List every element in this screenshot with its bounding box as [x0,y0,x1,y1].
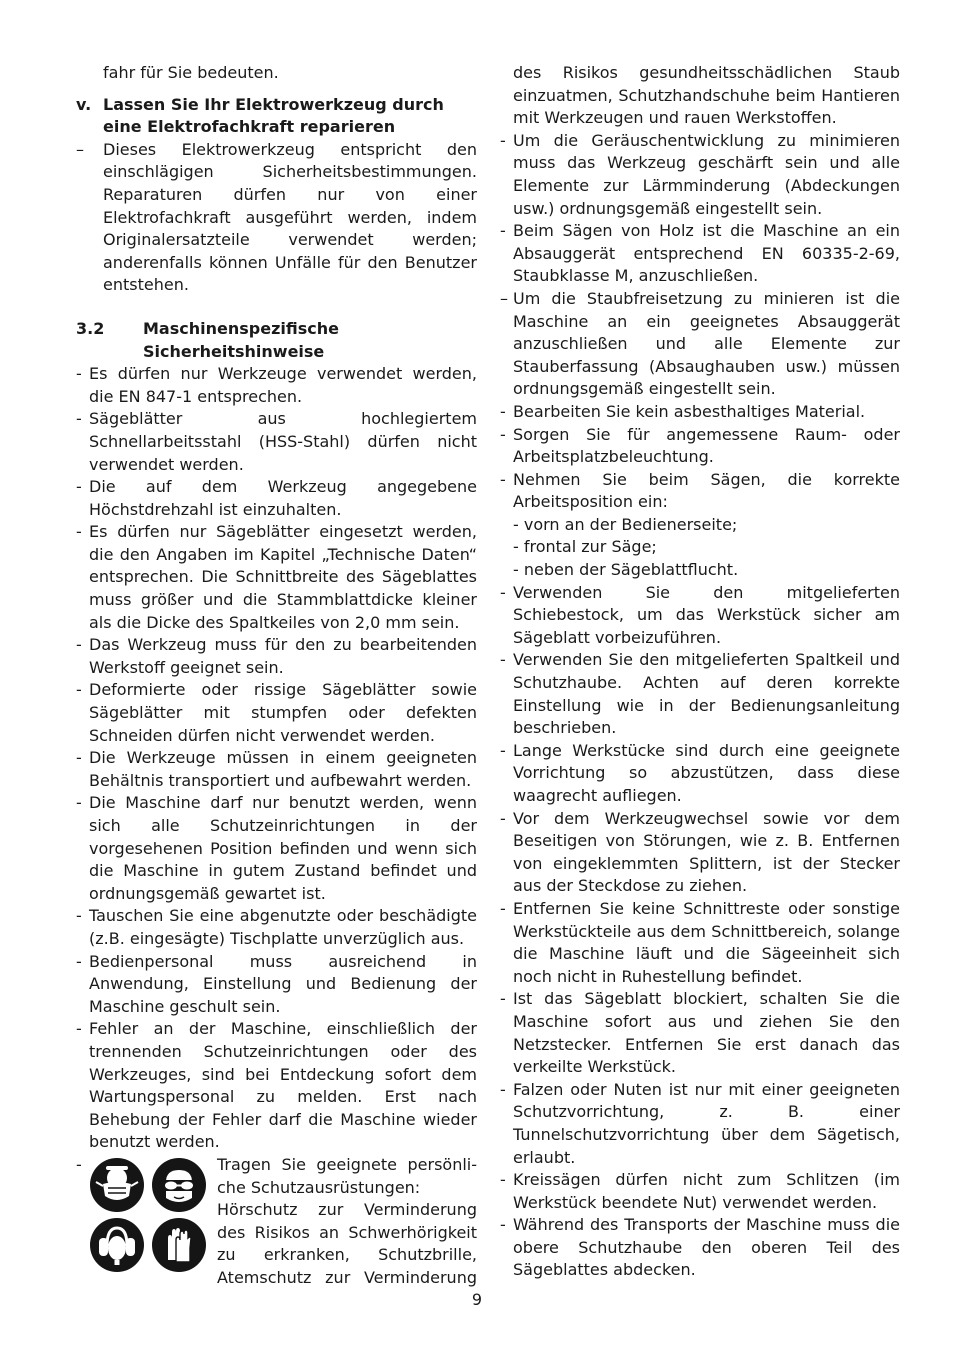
list-item [76,139,477,297]
list-item-text: Es dürfen nur Werkzeuge verwendet werden, die EN 847-1 entsprechen. [89,364,477,406]
list-item: - Vor dem Werkzeugwechsel sowie vor dem Beseitigen von Störungen, wie z. B. Entfernen von eingeklemmten Splittern, ist der Stecker aus der Steckdose zu ziehen. [500,808,900,896]
list-item-text: Lange Werkstücke sind durch eine geeignete Vorrichtung so abzustützen, dass diese waagrecht aufliegen. [513,740,900,805]
list-item: - Es dürfen nur Werkzeuge verwendet werden, die EN 847-1 entsprechen. [76,364,477,406]
list-item-text: Die Werkzeuge müssen in einem geeigneten Behältnis transportiert und aufbewahrt werden. [89,748,477,790]
left-column [76,62,477,1290]
ppe-line: Hörschutz zur Verminderung [217,1200,477,1220]
list-item: - Ist das Sägeblatt blockiert, schalten Sie die Maschine sofort aus und ziehen Sie den Netzstecker. Entfernen Sie erst danach das verkeilte Werkstück. [500,989,900,1077]
ppe-line: che Schutzausrüstungen: [217,1177,421,1197]
subheading-marker: v. [76,94,92,114]
list-item-text: Um die Staubfreisetzung zu minieren ist die Maschine an ein geeignetes Absauggerät anzuschließen und alle Elemente zur Stauberfassung (Absaughauben usw.) müssen ordnungsgemäß eingestellt sein. [513,288,900,399]
ppe-icon-grid [90,1158,208,1272]
list-dash: – [76,139,84,159]
list-item-text: Fehler an der Maschine, einschließlich der trennenden Schutzeinrichtungen oder des Werkzeuges, sind bei Entdeckung sofort dem Wartungspersonal zu melden. Erst nach Behebung der Fehler darf die Maschine wieder benutzt werden. [89,1019,477,1152]
list-item: - Entfernen Sie keine Schnittreste oder sonstige Werkstückteile aus dem Schnittbereich, solange die Maschine läuft und die Sägeeinheit sich noch nicht in Ruhestellung befindet. [500,898,900,986]
section-number: 3.2 [76,318,105,338]
list-item-text: Beim Sägen von Holz ist die Maschine an ein Absauggerät entsprechend EN 60335-2-69, Staubklasse M, anzuschließen. [513,221,900,286]
list-item-text: Verwenden Sie den mitgelieferten Schiebestock, um das Werkstück sicher am Sägeblatt vorbeizuführen. [513,582,900,647]
list-item-text: Um die Geräuschentwicklung zu minimieren muss das Werkzeug geschärft sein und alle Elemente zur Lärmminderung (Abdeckungen usw.) ordnungsgemäß eingestellt sein. [513,130,900,218]
list-item-text: Vor dem Werkzeugwechsel sowie vor dem Beseitigen von Störungen, wie z. B. Entfernen von eingeklemmten Splittern, ist der Stecker aus der Steckdose zu ziehen. [513,808,900,896]
list-item-text: Die auf dem Werkzeug angegebene Höchstdrehzahl ist einzuhalten. [89,477,477,519]
list-item-text: Bedienpersonal muss ausreichend in Anwendung, Einstellung und Bedienung der Maschine geschult sein. [89,951,477,1016]
list-item: – Um die Staubfreisetzung zu minieren ist die Maschine an ein geeignetes Absauggerät anzuschließen und alle Elemente zur Stauberfassung (Absaughauben usw.) müssen ordnungsgemäß eingestellt sein. [500,288,900,399]
list-item-text: Entfernen Sie keine Schnittreste oder sonstige Werkstückteile aus dem Schnittbereich, solange die Maschine läuft und die Sägeeinheit sich noch nicht in Ruhestellung befindet. [513,898,900,986]
ppe-continuation: des Risikos gesundheitsschädlichen Staub einzuatmen, Schutzhandschuhe beim Hantieren mit Werkzeugen und rauen Werkstoffen. [513,63,900,128]
list-item-text: Es dürfen nur Sägeblätter eingesetzt werden, die den Angaben im Kapitel „Technische Daten“ entsprechen. Die Schnittbreite des Sägeblattes muss größer und die Stammblattdicke kleiner als die Dicke des Spaltkeiles von 2,0 mm sein. [89,522,477,632]
list-item: - Es dürfen nur Sägeblätter eingesetzt werden, die den Angaben im Kapitel „Technische Daten“ entsprechen. Die Schnittbreite des Sägeblattes muss größer und die Stammblattdicke kleiner als die Dicke des Spaltkeiles von 2,0 mm sein. [76,522,477,632]
safety-goggles-icon [152,1158,206,1212]
respirator-mask-icon [90,1158,144,1212]
list-item: - Nehmen Sie beim Sägen, die korrekte Arbeitsposition ein: [500,469,900,512]
ppe-line: des Risikos an Schwerhörigkeit [217,1222,477,1242]
protective-gloves-icon [152,1218,206,1272]
page-number: 9 [471,1290,483,1309]
right-column [500,62,900,1282]
list-item: - Das Werkzeug muss für den zu bearbeitenden Werkstoff geeignet sein. [76,635,477,677]
list-item: - Die auf dem Werkzeug angegebene Höchstdrehzahl ist einzuhalten. [76,477,477,519]
section-heading [76,318,477,363]
list-item: - Verwenden Sie den mitgelieferten Schiebestock, um das Werkstück sicher am Sägeblatt vorbeizuführen. [500,582,900,647]
list-item-text: Die Maschine darf nur benutzt werden, wenn sich alle Schutzeinrichtungen in der vorgesehenen Position befinden und wenn sich die Maschine in gutem Zustand befindet und ordnungsgemäß gewartet ist. [89,793,477,903]
list-item-text: Ist das Sägeblatt blockiert, schalten Sie die Maschine sofort aus und ziehen Sie den Netzstecker. Entfernen Sie erst danach das verkeilte Werkstück. [513,989,900,1077]
list-item: - Verwenden Sie den mitgelieferten Spaltkeil und Schutzhaube. Achten auf deren korrekte Einstellung wie in der Bedienungsanleitung beschrieben. [500,650,900,738]
subheading-v [76,94,477,139]
list-item: - Bearbeiten Sie kein asbesthaltiges Material. [500,401,866,421]
list-item: - Die Maschine darf nur benutzt werden, wenn sich alle Schutzeinrichtungen in der vorgesehenen Position befinden und wenn sich die Maschine in gutem Zustand befindet und ordnungsgemäß gewartet ist. [76,793,477,903]
section-title: Maschinenspezifische Sicherheitshinweise [143,318,339,361]
list-item-text: Kreissägen dürfen nicht zum Schlitzen (im Werkstück beendete Nut) verwendet werden. [513,1170,900,1212]
ppe-line: zu erkranken, Schutzbrille, [217,1245,477,1265]
list-item: - Sorgen Sie für angemessene Raum- oder Arbeitsplatzbeleuchtung. [500,424,900,467]
list-item-text: Sägeblätter aus hochlegiertem Schnellarbeitsstahl (HSS-Stahl) dürfen nicht verwendet werden. [89,409,477,474]
list-item-text: Nehmen Sie beim Sägen, die korrekte Arbeitsposition ein: [513,469,900,512]
list-item: - Deformierte oder rissige Sägeblätter sowie Sägeblätter mit stumpfen oder defekten Schneiden dürfen nicht verwendet werden. [76,680,477,745]
list-item-text: Während des Transports der Maschine muss die obere Schutzhaube den oberen Teil des Sägeblattes abdecken. [513,1215,900,1280]
list-item-text: Tauschen Sie eine abgenutzte oder beschädigte (z.B. eingesägte) Tischplatte unverzüglich aus. [89,906,477,948]
list-item: - Lange Werkstücke sind durch eine geeignete Vorrichtung so abzustützen, dass diese waagrecht aufliegen. [500,740,900,805]
list-item: - Beim Sägen von Holz ist die Maschine an ein Absauggerät entsprechend EN 60335-2-69, Staubklasse M, anzuschließen. [500,221,900,286]
list-item-text: Sorgen Sie für angemessene Raum- oder Arbeitsplatzbeleuchtung. [513,424,900,467]
list-item: - Kreissägen dürfen nicht zum Schlitzen (im Werkstück beendete Nut) verwendet werden. [500,1170,900,1212]
ppe-line: Tragen Sie geeignete persönli- [217,1154,477,1174]
intro-continuation: fahr für Sie bedeuten. [103,63,279,82]
list-item: - Bedienpersonal muss ausreichend in Anwendung, Einstellung und Bedienung der Maschine geschult sein. [76,951,477,1016]
ppe-text [217,1154,477,1290]
list-item: - Sägeblätter aus hochlegiertem Schnellarbeitsstahl (HSS-Stahl) dürfen nicht verwendet werden. [76,409,477,474]
sub-item: - neben der Sägeblattflucht. [513,560,739,580]
list-item: - Die Werkzeuge müssen in einem geeigneten Behältnis transportiert und aufbewahrt werden. [76,748,477,790]
list-item-text: Verwenden Sie den mitgelieferten Spaltkeil und Schutzhaube. Achten auf deren korrekte Einstellung wie in der Bedienungsanleitung beschrieben. [513,650,900,738]
ear-protection-icon [90,1218,144,1272]
ppe-line: Atemschutz zur Verminderung [217,1267,477,1287]
sub-item: - frontal zur Säge; [513,537,657,557]
list-item: - Um die Geräuschentwicklung zu minimieren muss das Werkzeug geschärft sein und alle Elemente zur Lärmminderung (Abdeckungen usw.) ordnungsgemäß eingestellt sein. [500,130,900,218]
list-item: - Während des Transports der Maschine muss die obere Schutzhaube den oberen Teil des Sägeblattes abdecken. [500,1215,900,1280]
list-item: - Falzen oder Nuten ist nur mit einer geeigneten Schutzvorrichtung, z. B. einer Tunnelschutzvorrichtung über dem Sägetisch, erlaubt. [500,1079,900,1167]
list-item: - Fehler an der Maschine, einschließlich der trennenden Schutzeinrichtungen oder des Werkzeuges, sind bei Entdeckung sofort dem Wartungspersonal zu melden. Erst nach Behebung der Fehler darf die Maschine wieder benutzt werden. [76,1019,477,1152]
list-item: - Tauschen Sie eine abgenutzte oder beschädigte (z.B. eingesägte) Tischplatte unverzüglich aus. [76,906,477,948]
list-item-text: Dieses Elektrowerkzeug entspricht den einschlägigen Sicherheitsbestimmungen. Reparaturen dürfen nur von einer Elektrofachkraft ausgeführt werden, indem Originalersatzteile verwendet werden; anderenfalls können Unfälle für den Benutzer entstehen. [103,139,477,295]
list-item-text: Das Werkzeug muss für den zu bearbeitenden Werkstoff geeignet sein. [89,635,477,677]
list-item-text: Deformierte oder rissige Sägeblätter sowie Sägeblätter mit stumpfen oder defekten Schneiden dürfen nicht verwendet werden. [89,680,477,745]
list-item-text: Falzen oder Nuten ist nur mit einer geeigneten Schutzvorrichtung, z. B. einer Tunnelschutzvorrichtung über dem Sägetisch, erlaubt. [513,1079,900,1167]
subheading-text: Lassen Sie Ihr Elektrowerkzeug durch eine Elektrofachkraft reparieren [103,94,444,137]
list-item-text: Bearbeiten Sie kein asbesthaltiges Material. [513,401,866,421]
ppe-list-item [76,1154,477,1290]
sub-item: - vorn an der Bedienerseite; [513,514,738,534]
list-dash: - [76,1154,82,1174]
